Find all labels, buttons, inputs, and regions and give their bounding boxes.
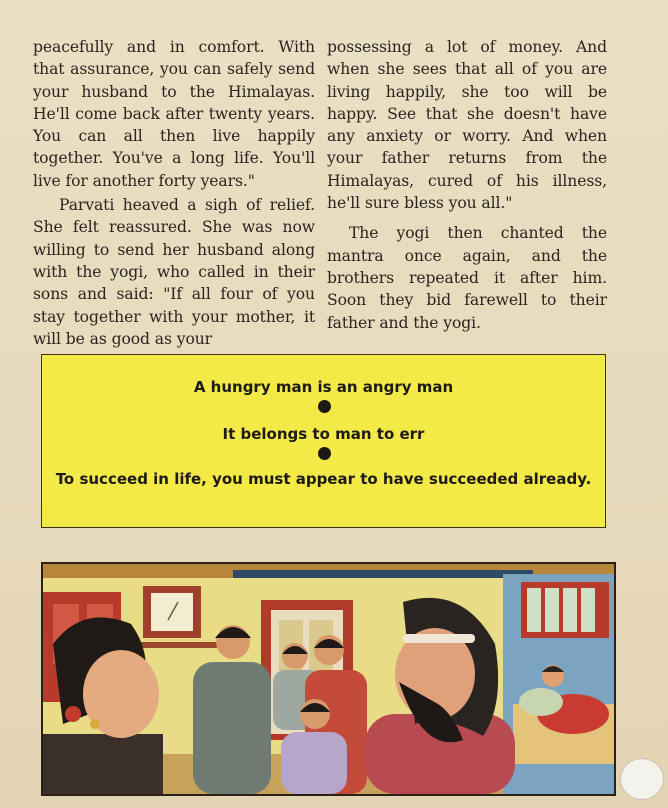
window-pane xyxy=(545,588,559,632)
window-pane xyxy=(563,588,577,632)
proverb-1: A hungry man is an angry man xyxy=(193,378,454,396)
bullet-dot-icon xyxy=(318,400,331,413)
left-paragraph-2: Parvati heaved a sigh of relief. She felt reassured. She was now willing to send her husband along with the yogi, who called in their sons and said: "If all four of you stay together with your mother, it will be as good as your xyxy=(33,196,315,348)
window-pane xyxy=(581,588,595,632)
right-text-column xyxy=(327,36,607,334)
right-paragraph-1: possessing a lot of money. And when she sees that all of you are living happily, she too will be happy. See that she doesn't have any anxiety or worry. And when your father returns from the Himalayas, cured of his illness, he'll sure bless you all." xyxy=(327,38,607,213)
bullet-dot-icon xyxy=(318,447,331,460)
ceiling-rail xyxy=(233,570,533,578)
comic-panel-illustration xyxy=(41,562,616,796)
left-text-column xyxy=(33,36,315,350)
proverb-2: It belongs to man to err xyxy=(222,425,425,443)
window-pane xyxy=(527,588,541,632)
proverbs-box xyxy=(41,354,606,528)
sick-man-body xyxy=(519,688,563,716)
publisher-logo-icon xyxy=(620,758,664,800)
left-paragraph-1: peacefully and in comfort. With that assurance, you can safely send your husband to the Himalayas. He'll come back after twenty years. You can all then live happily together. You've a long life. You'll live for another forty years." xyxy=(33,38,315,190)
right-paragraph-2: The yogi then chanted the mantra once again, and the brothers repeated it after him. Soon they bid farewell to their father and the yogi. xyxy=(327,224,607,332)
proverb-3: To succeed in life, you must appear to have succeeded already. xyxy=(55,470,592,488)
illustration-svg xyxy=(43,564,614,794)
